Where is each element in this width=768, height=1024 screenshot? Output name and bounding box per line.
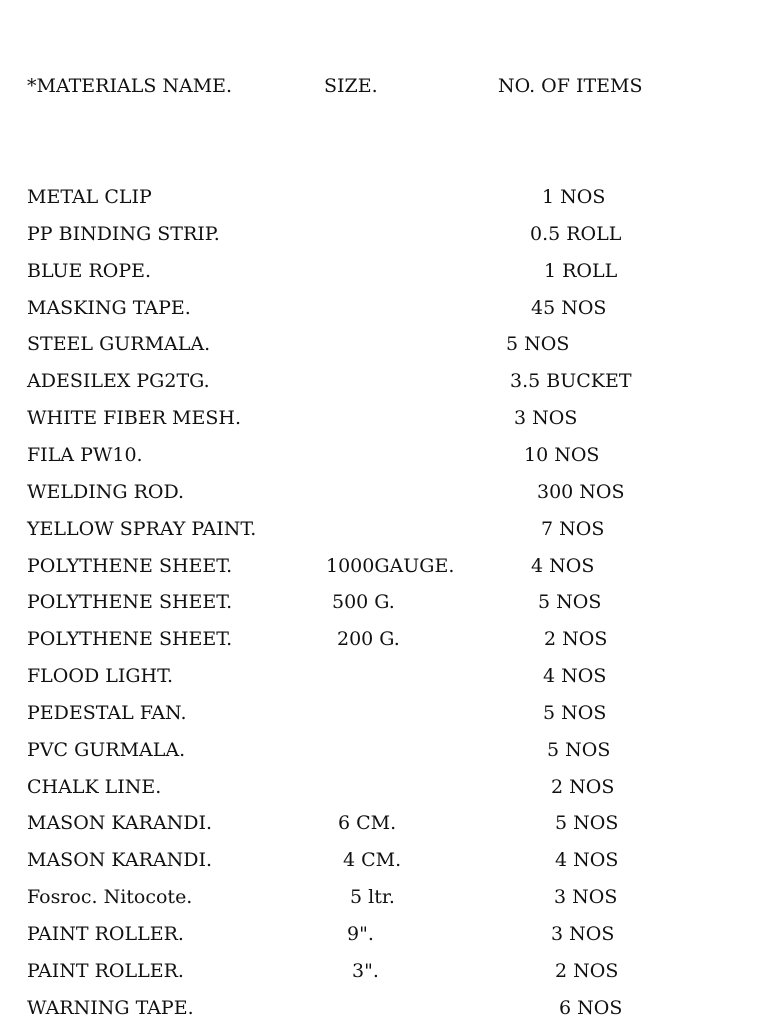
material-quantity: 5 NOS [547, 739, 611, 761]
material-quantity: 2 NOS [544, 628, 608, 650]
material-quantity: 5 NOS [543, 702, 607, 724]
material-name: PP BINDING STRIP. [27, 223, 220, 245]
material-name: POLYTHENE SHEET. [27, 591, 233, 613]
material-size: 5 ltr. [350, 886, 395, 908]
material-size: 9". [347, 923, 374, 945]
material-quantity: 45 NOS [531, 297, 607, 319]
material-size: 4 CM. [343, 849, 402, 871]
material-name: STEEL GURMALA. [27, 333, 211, 355]
material-name: PVC GURMALA. [27, 739, 186, 761]
material-quantity: 4 NOS [555, 849, 619, 871]
material-name: POLYTHENE SHEET. [27, 555, 233, 577]
material-quantity: 6 NOS [559, 997, 623, 1019]
material-name: ADESILEX PG2TG. [27, 370, 210, 392]
material-size: 200 G. [337, 628, 400, 650]
material-quantity: 4 NOS [531, 555, 595, 577]
material-size: 3". [352, 960, 379, 982]
material-name: BLUE ROPE. [27, 260, 152, 282]
header-materials-name: *MATERIALS NAME. [27, 75, 233, 97]
material-quantity: 3 NOS [554, 886, 618, 908]
material-quantity: 5 NOS [538, 591, 602, 613]
material-name: WELDING ROD. [27, 481, 185, 503]
material-name: FILA PW10. [27, 444, 143, 466]
material-name: MASKING TAPE. [27, 297, 191, 319]
material-quantity: 7 NOS [541, 518, 605, 540]
material-size: 1000GAUGE. [326, 555, 455, 577]
material-name: POLYTHENE SHEET. [27, 628, 233, 650]
material-name: MASON KARANDI. [27, 812, 213, 834]
material-size: 500 G. [332, 591, 395, 613]
material-quantity: 2 NOS [555, 960, 619, 982]
material-size: 6 CM. [338, 812, 397, 834]
material-quantity: 300 NOS [537, 481, 625, 503]
material-name: Fosroc. Nitocote. [27, 886, 193, 908]
material-name: CHALK LINE. [27, 776, 162, 798]
material-quantity: 2 NOS [551, 776, 615, 798]
material-quantity: 10 NOS [524, 444, 600, 466]
header-size: SIZE. [324, 75, 378, 97]
material-name: FLOOD LIGHT. [27, 665, 174, 687]
material-quantity: 3 NOS [551, 923, 615, 945]
material-name: MASON KARANDI. [27, 849, 213, 871]
material-name: WARNING TAPE. [27, 997, 194, 1019]
material-name: YELLOW SPRAY PAINT. [27, 518, 257, 540]
material-quantity: 5 NOS [555, 812, 619, 834]
material-quantity: 1 NOS [542, 186, 606, 208]
material-name: PAINT ROLLER. [27, 923, 184, 945]
material-quantity: 0.5 ROLL [530, 223, 622, 245]
material-name: WHITE FIBER MESH. [27, 407, 242, 429]
material-name: PAINT ROLLER. [27, 960, 184, 982]
material-name: PEDESTAL FAN. [27, 702, 187, 724]
material-quantity: 4 NOS [543, 665, 607, 687]
material-quantity: 5 NOS [506, 333, 570, 355]
material-quantity: 3.5 BUCKET [510, 370, 632, 392]
material-name: METAL CLIP [27, 186, 152, 208]
header-no-of-items: NO. OF ITEMS [498, 75, 643, 97]
material-quantity: 3 NOS [514, 407, 578, 429]
material-quantity: 1 ROLL [544, 260, 618, 282]
